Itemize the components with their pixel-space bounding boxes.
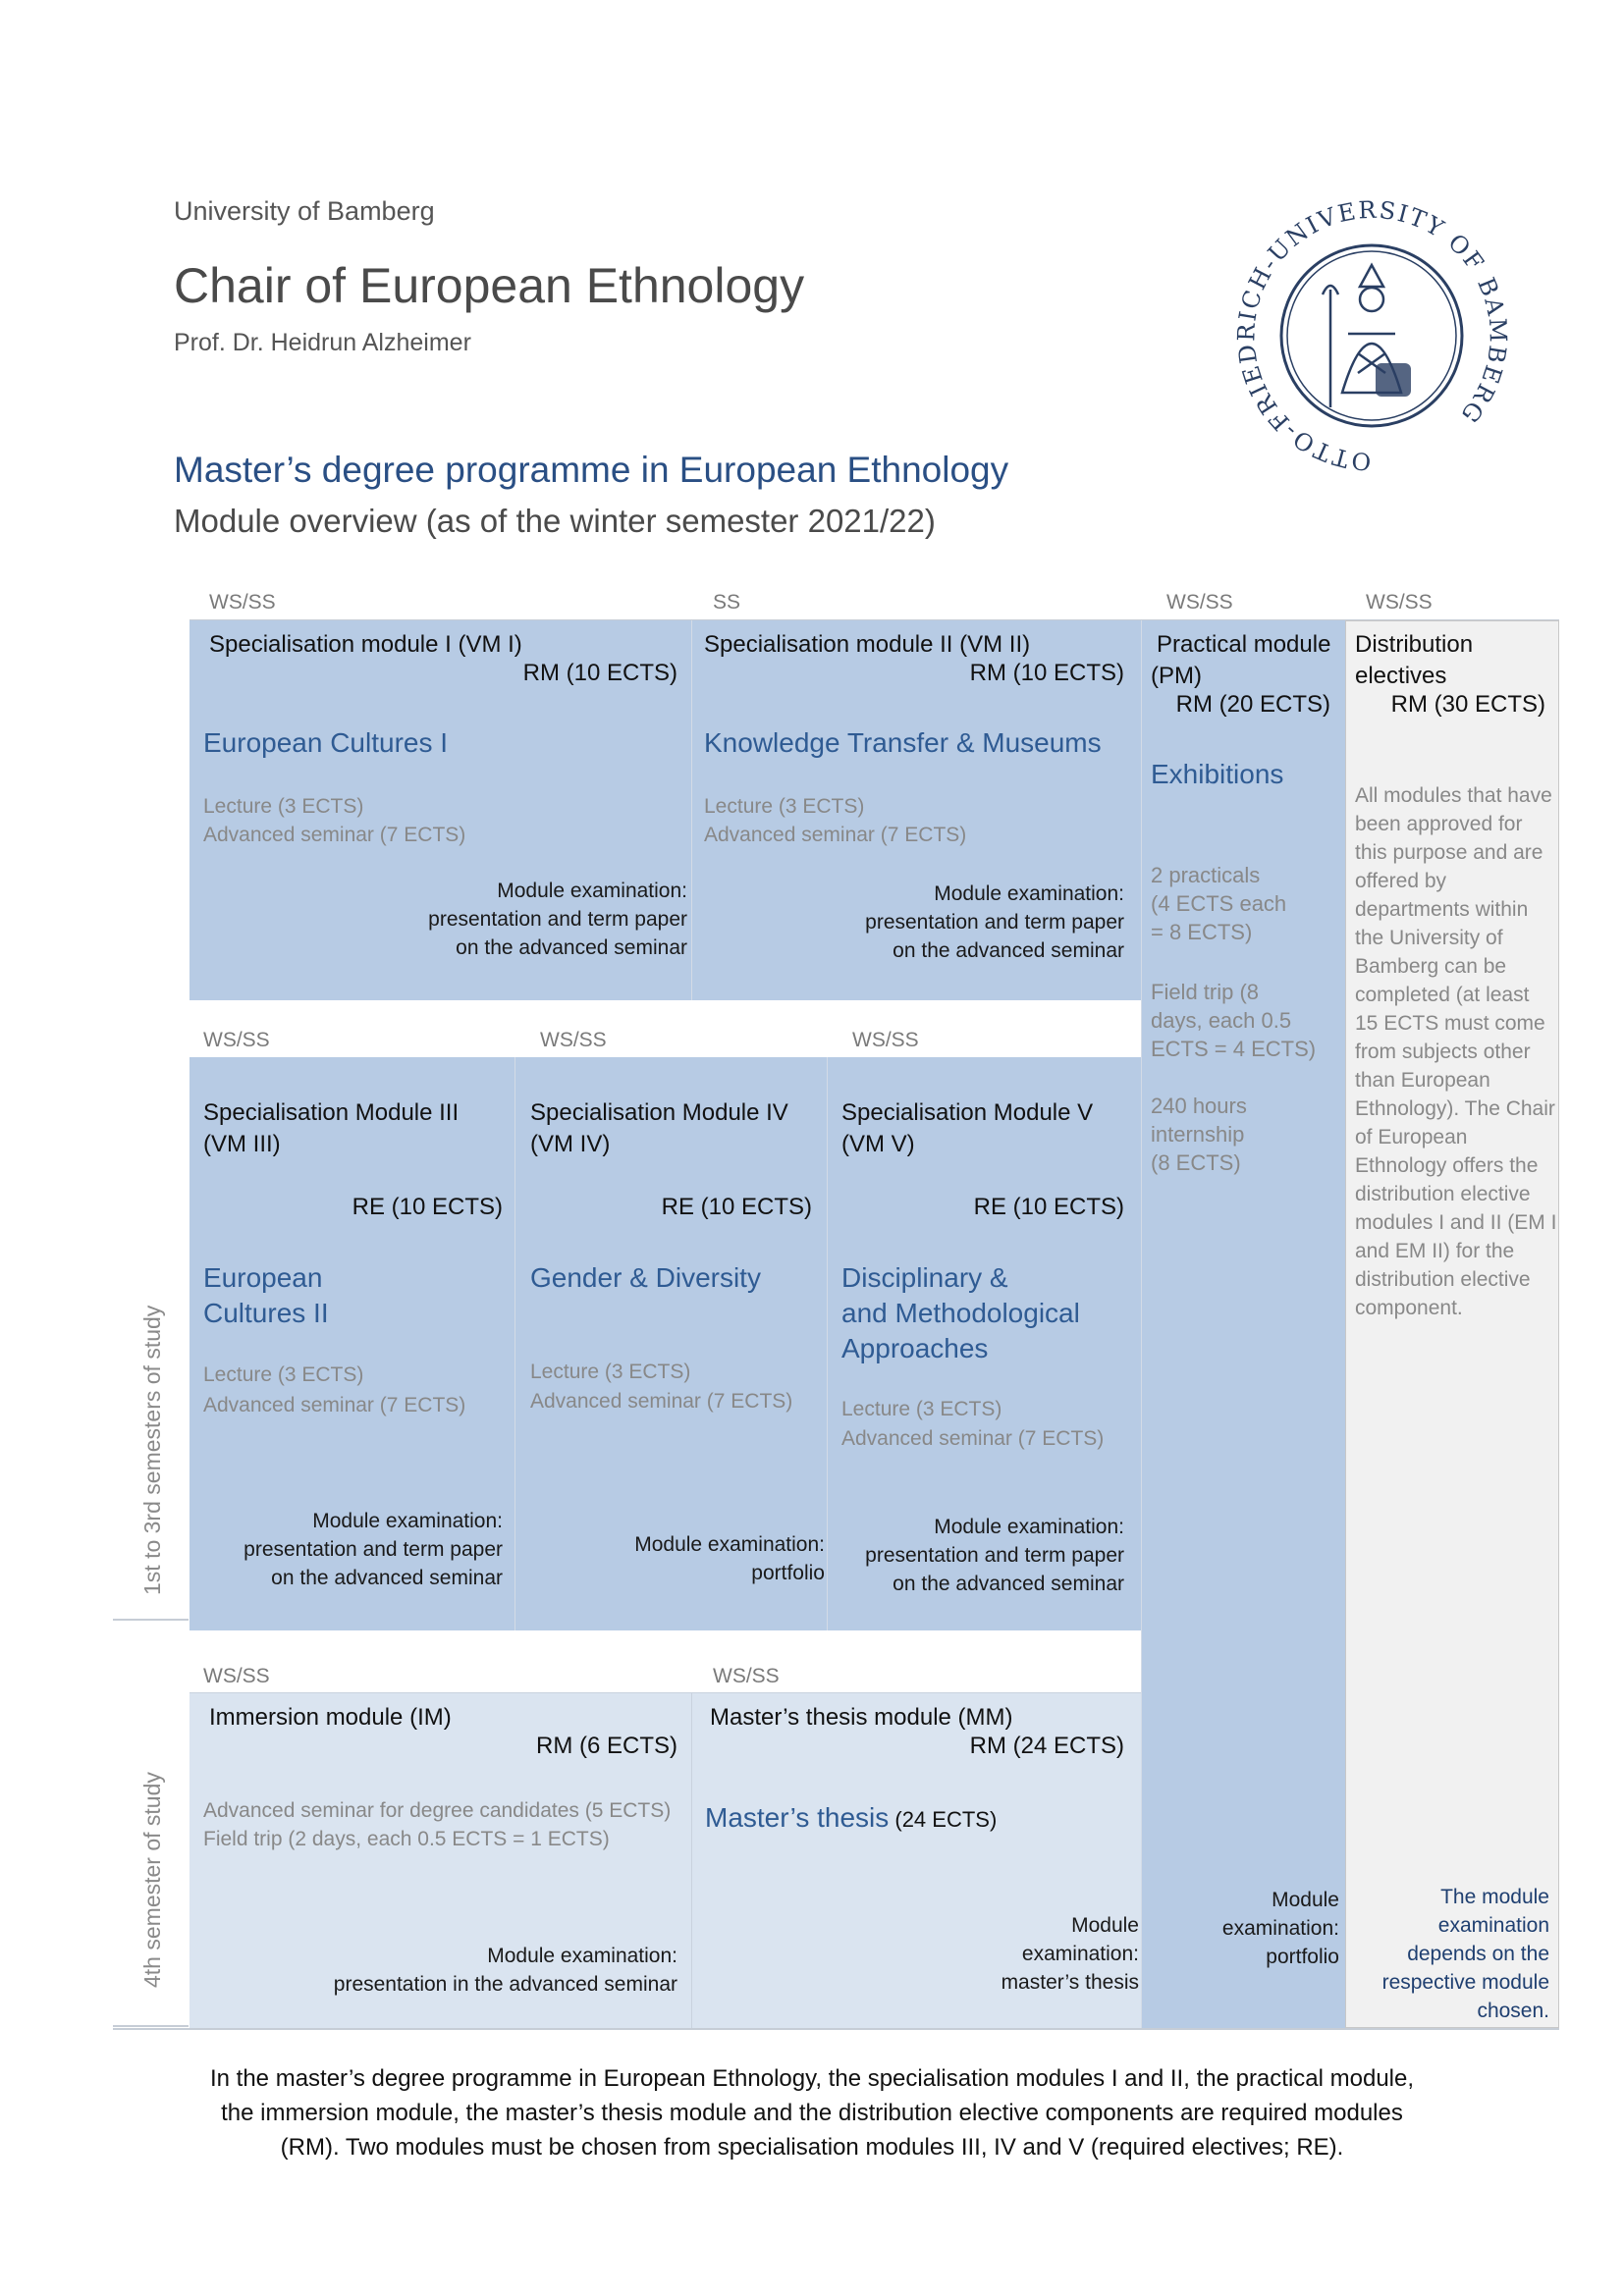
vm5-exam: Module examination: presentation and term paper on the advanced seminar <box>865 1516 1124 1595</box>
svg-text:OTTO-FRIEDRICH-UNIVERSITY OF B: OTTO-FRIEDRICH-UNIVERSITY OF BAMBERG <box>1232 196 1512 476</box>
semester-label: WS/SS <box>203 1665 270 1687</box>
semester-label: WS/SS <box>203 1029 270 1051</box>
vm4-exam: Module examination: portfolio <box>634 1533 825 1584</box>
vm3-exam: Module examination: presentation and term paper on the advanced seminar <box>244 1510 503 1589</box>
de-name: Distribution electives <box>1355 631 1474 689</box>
vm4-topic: Gender & Diversity <box>530 1262 761 1293</box>
side-label-semester-4: 4th semester of study <box>139 1772 165 1988</box>
im-seminar: Advanced seminar for degree candidates (5 ECTS) <box>203 1799 672 1822</box>
mm-name: Master’s thesis module (MM) <box>710 1704 1013 1731</box>
mm-rm: RM (24 ECTS) <box>969 1733 1124 1759</box>
vm2-lecture: Lecture (3 ECTS) <box>704 795 865 818</box>
im-rm: RM (6 ECTS) <box>536 1733 677 1759</box>
semester-label: WS/SS <box>540 1029 607 1051</box>
vm3-seminar: Advanced seminar (7 ECTS) <box>203 1394 466 1416</box>
de-exam: The module examination depends on the respective module chosen. <box>1381 1886 1549 2022</box>
vm4-re: RE (10 ECTS) <box>661 1194 812 1220</box>
vm5-topic: Disciplinary & and Methodological Approaches <box>841 1262 1080 1363</box>
pm-practicals: 2 practicals (4 ECTS each = 8 ECTS) <box>1151 863 1287 944</box>
semester-label: WS/SS <box>713 1665 780 1687</box>
vm4-seminar: Advanced seminar (7 ECTS) <box>530 1390 793 1413</box>
vm2-topic: Knowledge Transfer & Museums <box>704 727 1102 758</box>
divider-line <box>113 2025 189 2027</box>
bottom-border <box>113 2028 1559 2030</box>
university-name: University of Bamberg <box>174 196 435 226</box>
semester-label: WS/SS <box>1166 591 1233 614</box>
vm3-lecture: Lecture (3 ECTS) <box>203 1363 364 1386</box>
mm-exam: Module examination: master’s thesis <box>1001 1914 1139 1994</box>
vm2-rm: RM (10 ECTS) <box>969 660 1124 686</box>
vm4-lecture: Lecture (3 ECTS) <box>530 1361 691 1383</box>
im-fieldtrip: Field trip (2 days, each 0.5 ECTS = 1 ECTS) <box>203 1828 610 1850</box>
semester-label: SS <box>713 591 741 614</box>
vm5-re: RE (10 ECTS) <box>973 1194 1124 1220</box>
pm-rm: RM (20 ECTS) <box>1175 691 1330 718</box>
vm1-topic: European Cultures I <box>203 727 449 758</box>
im-name: Immersion module (IM) <box>209 1704 452 1731</box>
de-rm: RM (30 ECTS) <box>1390 691 1545 718</box>
vm3-name: Specialisation Module III (VM III) <box>203 1099 460 1157</box>
vm2-name: Specialisation module II (VM II) <box>704 631 1031 658</box>
de-text: All modules that have been approved for this purpose and are offered by departments within the University of Bamberg can be completed (at least 15 ECTS must come from subjects other than European Ethnology). The Chair of European Ethnology offers the distribution elective modules I and II (EM I and EM II) for the distribution elective component. <box>1355 784 1557 1319</box>
semester-label: WS/SS <box>1366 591 1433 614</box>
vm2-seminar: Advanced seminar (7 ECTS) <box>704 824 967 846</box>
vm1-lecture: Lecture (3 ECTS) <box>203 795 364 818</box>
pm-topic: Exhibitions <box>1151 759 1284 789</box>
side-label-semesters-1-3: 1st to 3rd semesters of study <box>139 1305 165 1595</box>
divider-line <box>113 1619 189 1621</box>
overview-subtitle: Module overview (as of the winter semester 2021/22) <box>174 503 936 539</box>
footer-note: In the master’s degree programme in European Ethnology, the specialisation modules I and II, the practical module, the immersion module, the master’s thesis module and the distribution elective components are required modules (RM). Two modules must be chosen from specialisation modules III, IV and V (required electives; RE). <box>209 2065 1415 2161</box>
professor-name: Prof. Dr. Heidrun Alzheimer <box>174 329 471 356</box>
semester-label: WS/SS <box>209 591 276 614</box>
vm2-exam: Module examination: presentation and term paper on the advanced seminar <box>865 882 1124 962</box>
vm1-rm: RM (10 ECTS) <box>522 660 677 686</box>
top-border <box>189 619 1559 620</box>
vm5-seminar: Advanced seminar (7 ECTS) <box>841 1427 1105 1450</box>
im-exam: Module examination: presentation in the advanced seminar <box>333 1945 677 1996</box>
semester-label: WS/SS <box>852 1029 919 1051</box>
vm5-name: Specialisation Module V (VM V) <box>841 1099 1094 1157</box>
pm-internship: 240 hours internship (8 ECTS) <box>1151 1094 1247 1175</box>
vm3-re: RE (10 ECTS) <box>352 1194 503 1220</box>
pm-name: Practical module (PM) <box>1151 631 1331 689</box>
mm-topic: Master’s thesis (24 ECTS) <box>705 1802 998 1833</box>
vm4-name: Specialisation Module IV (VM IV) <box>530 1099 788 1157</box>
vm1-seminar: Advanced seminar (7 ECTS) <box>203 824 466 846</box>
vm5-lecture: Lecture (3 ECTS) <box>841 1398 1002 1420</box>
pm-box <box>1141 620 1345 2028</box>
chair-title: Chair of European Ethnology <box>174 258 805 313</box>
pm-fieldtrip: Field trip (8 days, each 0.5 ECTS = 4 ECTS) <box>1151 980 1317 1061</box>
vm1-name: Specialisation module I (VM I) <box>209 631 522 658</box>
pm-exam: Module examination: portfolio <box>1221 1889 1339 1968</box>
vm3-topic: European Cultures II <box>203 1262 329 1328</box>
vm1-exam: Module examination: presentation and term paper on the advanced seminar <box>428 880 687 959</box>
university-seal-icon <box>1232 196 1512 476</box>
programme-title: Master’s degree programme in European Ethnology <box>174 450 1009 490</box>
